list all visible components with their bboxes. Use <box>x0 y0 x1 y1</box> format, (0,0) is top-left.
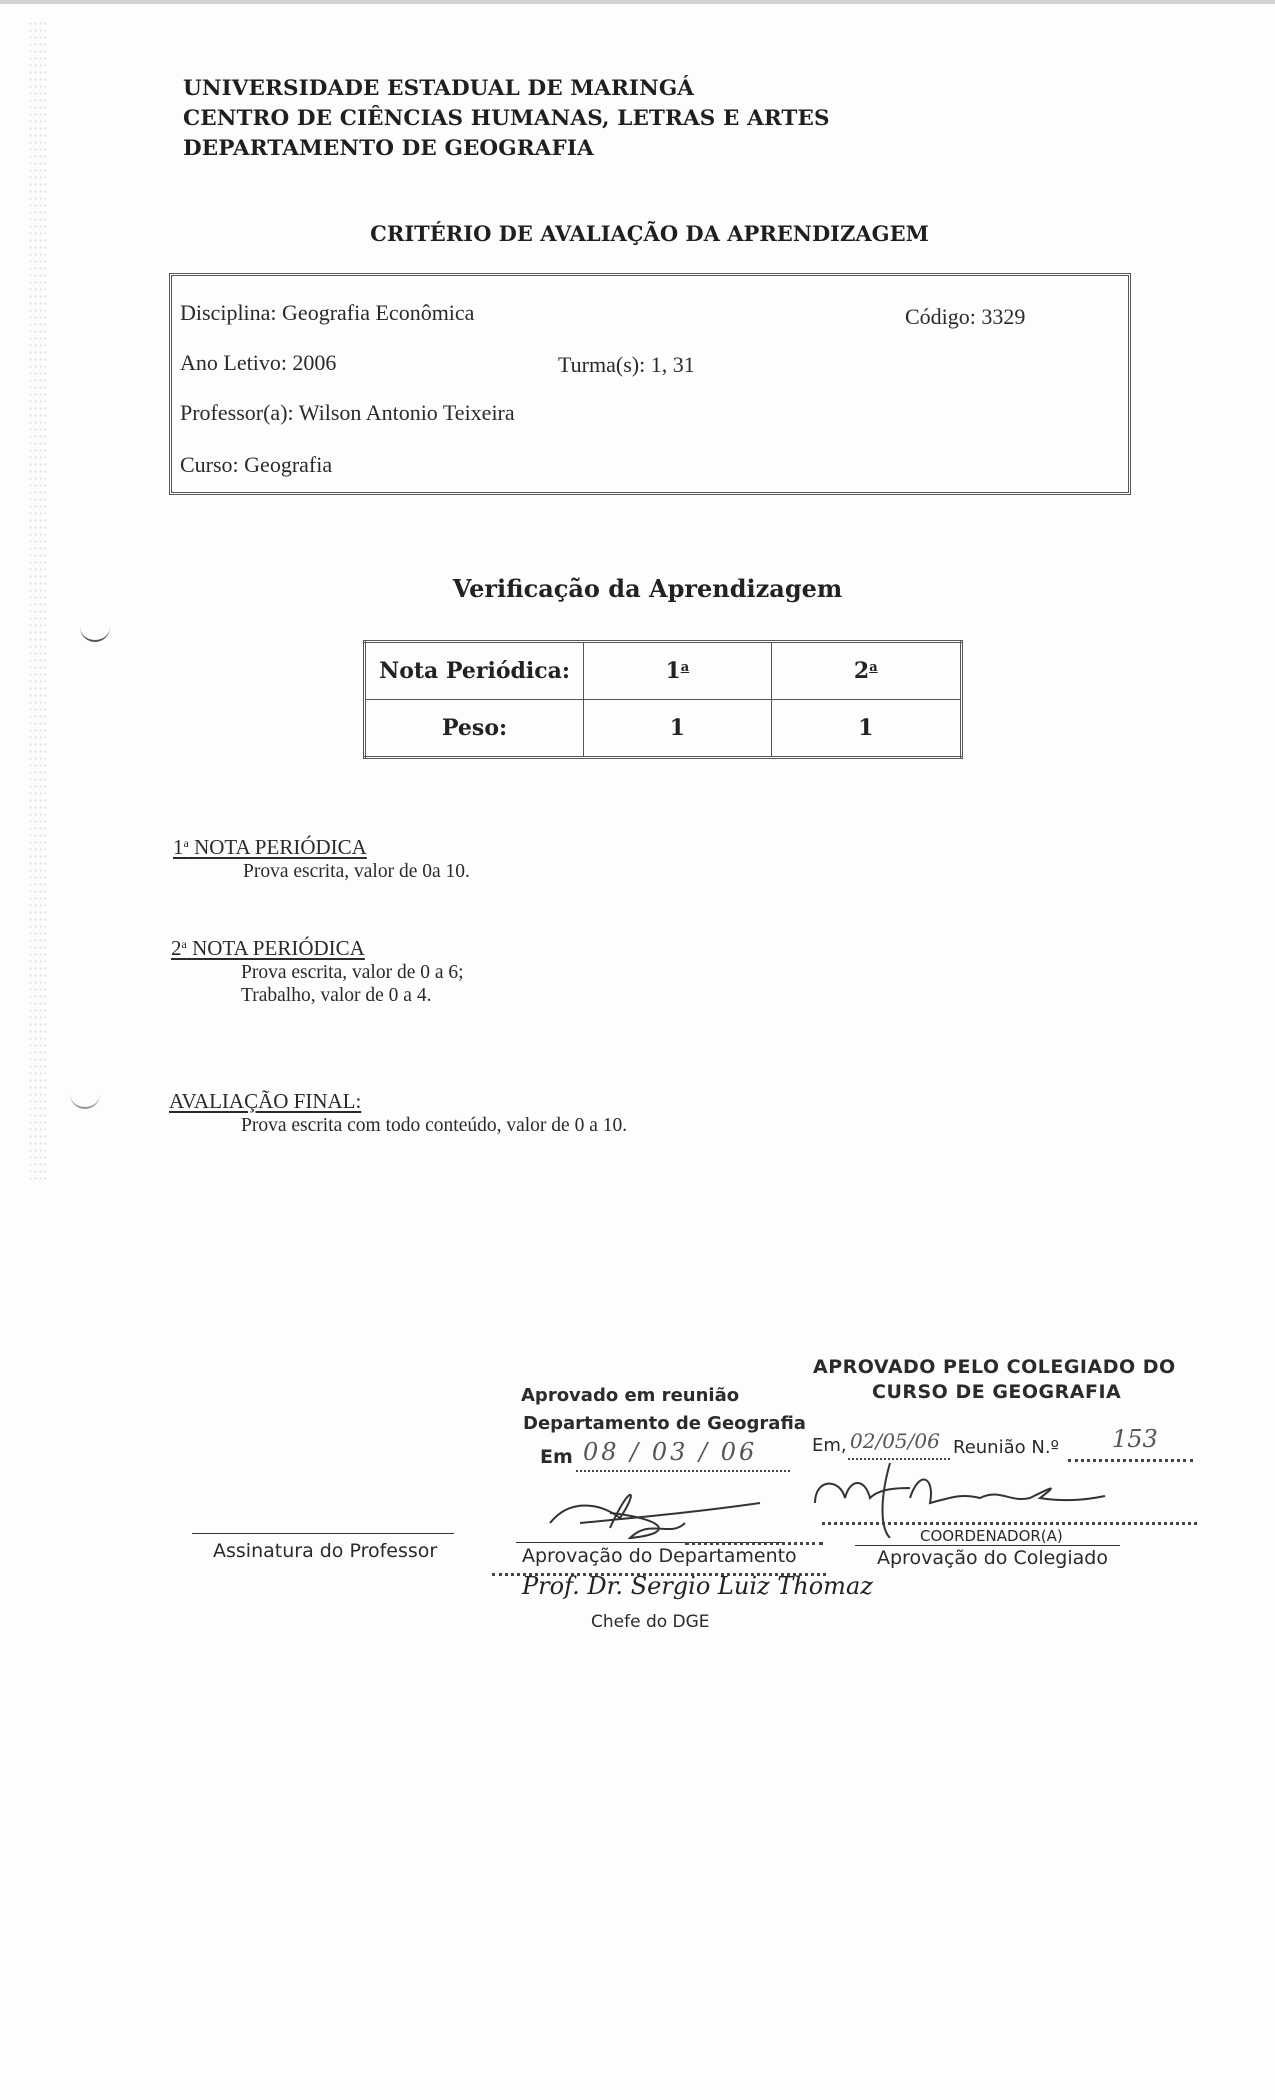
criterion-heading: AVALIAÇÃO FINAL: <box>169 1089 362 1113</box>
punch-hole-mark <box>70 1093 100 1109</box>
table-row-peso <box>365 700 962 758</box>
criterion-item: Trabalho, valor de 0 a 4. <box>241 985 432 1006</box>
dept-signature-scribble <box>510 1478 780 1548</box>
professor-signature-label: Assinatura do Professor <box>213 1540 438 1562</box>
colegiado-date-prefix: Em, <box>812 1435 847 1456</box>
criterion-item: Prova escrita, valor de 0a 10. <box>243 861 470 882</box>
dept-signer-role: Chefe do DGE <box>591 1612 710 1632</box>
criterion-heading: 1$^a$ NOTA PERIÓDICA <box>173 835 367 859</box>
dept-stamp-line1: Aprovado em reunião <box>521 1385 740 1406</box>
nota-col-2: 2$^a$ <box>771 642 961 700</box>
university-name: UNIVERSIDADE ESTADUAL DE MARINGÁ <box>183 76 695 101</box>
coordinator-signature-dots <box>822 1522 1197 1525</box>
colegiado-signature-line <box>855 1545 1120 1546</box>
coordinator-label: COORDENADOR(A) <box>920 1527 1063 1545</box>
peso-col-2: 1 <box>771 700 961 758</box>
nota-col-1: 1$^a$ <box>584 642 771 700</box>
criterion-item: Prova escrita, valor de 0 a 6; <box>241 962 464 983</box>
professor-field: Professor(a): Wilson Antonio Teixeira <box>180 400 515 425</box>
ano-letivo-field: Ano Letivo: 2006 <box>180 350 337 375</box>
colegiado-date-handwritten: 02/05/06 <box>850 1429 940 1453</box>
department-name: DEPARTAMENTO DE GEOGRAFIA <box>183 136 594 161</box>
coordinator-signature-scribble <box>810 1458 1110 1538</box>
institution-header <box>183 74 830 164</box>
punch-hole-mark <box>80 626 110 642</box>
criterion-item: Prova escrita com todo conteúdo, valor de 0 a 10. <box>241 1115 628 1136</box>
center-name: CENTRO DE CIÊNCIAS HUMANAS, LETRAS E ARTES <box>183 106 830 131</box>
document-title: CRITÉRIO DE AVALIAÇÃO DA APRENDIZAGEM <box>370 221 929 246</box>
criterion-final <box>169 1089 627 1137</box>
dept-signer-name: Prof. Dr. Sergio Luiz Thomaz <box>522 1572 873 1600</box>
course-info-box <box>169 273 1131 495</box>
grade-weights-table <box>363 640 963 759</box>
peso-label: Peso: <box>365 700 584 758</box>
dept-date-handwritten: 08 / 03 / 06 <box>583 1438 758 1466</box>
professor-signature-line <box>192 1533 454 1534</box>
colegiado-approval-label: Aprovação do Colegiado <box>877 1547 1108 1569</box>
nota-periodica-label: Nota Periódica: <box>365 642 584 700</box>
colegiado-stamp-line1: APROVADO PELO COLEGIADO DO <box>813 1356 1176 1378</box>
reuniao-number-handwritten: 153 <box>1112 1425 1158 1453</box>
disciplina-field: Disciplina: Geografia Econômica <box>180 300 475 325</box>
turmas-field: Turma(s): 1, 31 <box>558 352 695 377</box>
colegiado-stamp-line2: CURSO DE GEOGRAFIA <box>872 1381 1122 1403</box>
verificacao-title: Verificação da Aprendizagem <box>452 574 843 603</box>
codigo-field: Código: 3329 <box>905 304 1026 329</box>
scan-top-edge <box>0 0 1275 4</box>
criterion-heading: 2$^a$ NOTA PERIÓDICA <box>171 936 365 960</box>
dept-date-dots <box>576 1470 790 1472</box>
curso-field: Curso: Geografia <box>180 452 333 477</box>
table-row-nota <box>365 642 962 700</box>
dept-stamp-line2: Departamento de Geografia <box>523 1413 806 1434</box>
criterion-1 <box>173 835 470 883</box>
peso-col-1: 1 <box>584 700 771 758</box>
dept-approval-label: Aprovação do Departamento <box>522 1545 797 1567</box>
dept-date-prefix: Em <box>540 1446 573 1468</box>
reuniao-label: Reunião N.º <box>953 1437 1060 1458</box>
criterion-2 <box>171 936 464 1007</box>
